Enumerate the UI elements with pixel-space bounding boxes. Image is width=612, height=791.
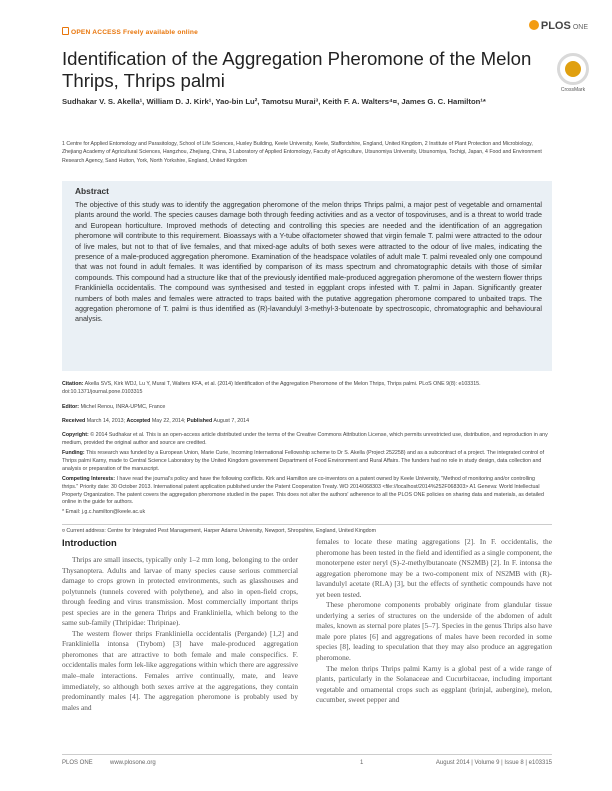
footer-divider — [62, 754, 552, 755]
divider — [62, 524, 552, 525]
author-list: Sudhakar V. S. Akella¹, William D. J. Kirk¹, Yao-bin Lu², Tamotsu Murai³, Keith F. A. Walters⁴¤, James G. C. Hamilton¹* — [62, 97, 486, 106]
page-number: 1 — [360, 760, 364, 766]
footer-citation: August 2014 | Volume 9 | Issue 8 | e103315 — [435, 760, 552, 766]
paragraph: The western flower thrips Frankliniella occidentalis (Pergande) [1,2] and Frankliniella intonsa (Trybom) [3] have male-produced aggregation pheromones that are attractive to both female and male conspecifics. F. occidentalis males form lek-like aggregations within which there are aggressive male–male interactions. Females arrive continually, mate, and leave immediately, so although both sexes arrive at the aggregations, they contain predominantly males [4]. The aggregation pheromone is probably used by males and — [62, 628, 298, 712]
competing-interests: Competing Interests: I have read the journal's policy and have the following conflicts. Kirk and Hamilton are co-inventors on a patent owned by Keele University, "Method of monitoring and/or controlling thrips." Priority date: 30 October 2013. International patent application published under the Patent Cooperation Treaty. WO 2014/068303 <file://localhost/2014%252F068303> A1 Geneva: World Intellectual Property Organization. The patent covers the aggregation pheromone studied in the paper. This does not alter the authors' adherence to all the PLOS ONE policies on sharing data and materials, as detailed online in the guide for authors. — [62, 476, 544, 506]
intro-heading: Introduction — [62, 537, 117, 548]
abstract-text: The objective of this study was to identify the aggregation pheromone of the melon thrips Thrips palmi, a major pest of vegetable and ornamental plants around the world. The species causes damage both through feeding activities and as a vector of tospoviruses, and is a threat to world trade and European horticulture. Improved methods of detecting and controlling this species are needed and the identification of an aggregation pheromone will contribute to this requirement. Bioassays with a Y-tube olfactometer showed that virgin female T. palmi were attracted to the odour of live males, but not to that of live females, and that mixed-age adults of both sexes were attracted to the odour of live males, indicating the presence of a male-produced aggregation pheromone. Examination of the headspace volatiles of adult male T. palmi revealed only one compound that was not found in adult females. It was identified by comparison of its mass spectrum and chromatographic details with those of similar compounds. This compound had a structure like that of the previously identified male-produced aggregation pheromone of the western flower thrips Frankliniella occidentalis. The compound was synthesised and tested in eggplant crops infested with T. palmi in Japan. Significantly greater numbers of both males and females were attracted to traps baited with the putative aggregation pheromone compared to unbaited traps. The aggregation pheromone of T. palmi is thus identified as (R)-lavandulyl 3-methyl-3-butenoate by spectroscopic, chromatographic and behavioural analysis. — [75, 201, 542, 324]
intro-left-column — [62, 555, 298, 713]
plos-one-logo[interactable]: PLOS ONE — [529, 20, 588, 32]
footer-journal: PLOS ONE — [62, 760, 93, 766]
paragraph: The melon thrips Thrips palmi Karny is a global pest of a wide range of plants, particularly in the Solanaceae and Cucurbitaceae, including important vegetable and ornamental crops such as eggplant (brinjal, aubergine), melon, cucumber, sweet pepper and — [316, 663, 552, 705]
abstract-heading: Abstract — [75, 186, 109, 196]
paragraph: These pheromone components probably originate from glandular tissue underlying a series of structures on the underside of the abdomen of adult males, known as sternal pore plates [5–7]. Species in the genus Thrips also have male pore plates [6] and aggregations of males have been recorded in some species [8], leading to speculation that they may also produce an aggregation pheromone. — [316, 600, 552, 663]
publication-dates: Received March 14, 2013; Accepted May 22, 2014; Published August 7, 2014 — [62, 418, 250, 424]
paragraph: Thrips are small insects, typically only 1–2 mm long, belonging to the order Thysanoptera. Adults and larvae of many species cause serious commercial damage to crops grown in protected environments, such as glasshouses and polytunnels (tunnels covered with polythene), and also in open-field crops, through feeding and virus transmission. Most commercially important thrips pest species are in the genera Thrips and Frankliniella, which belong to the same sub-family (Thripidae: Thripinae). — [62, 555, 298, 628]
plos-logo-icon — [529, 20, 539, 30]
editor: Editor: Michel Renou, INRA-UPMC, France — [62, 404, 166, 410]
open-access-banner: OPEN ACCESS Freely available online — [62, 27, 198, 36]
citation: Citation: Akella SVS, Kirk WDJ, Lu Y, Murai T, Walters KFA, et al. (2014) Identification of the Aggregation Pheromone of the Melon Thrips, Thrips palmi. PLoS ONE 9(8): e103315. doi:10.1371/journal.pone.0103315 — [62, 381, 481, 395]
corresponding-email[interactable]: * Email: j.g.c.hamilton@keele.ac.uk — [62, 509, 146, 515]
affiliations: 1 Centre for Applied Entomology and Parasitology, School of Life Sciences, Huxley Building, Keele University, Keele, Staffordshire, England, United Kingdom, 2 Institute of Plant Protection and Microbiology, Zhejiang Academy of Agricultural Sciences, Hangzhou, Zhejiang, China, 3 Laboratory of Applied Entomology, Faculty of Agriculture, Utsunomiya University, Utsunomiya, Tochigi, Japan, 4 Food and Environment Research Agency, Sand Hutton, York, North Yorkshire, England, United Kingdom — [62, 141, 542, 164]
crossmark-icon — [557, 53, 589, 85]
paragraph: females to locate these mating aggregations [2]. In F. occidentalis, the pheromone has been tested in the field and identified as a single component, the monoterpene ester neryl (S)-2-methylbutanoate (NS2MB) [2]. In F. intonsa the aggregation pheromone may be a two-component mix of NS2MB with (R)-lavandulyl acetate (RLA) [3], but the effects of synthetic compounds have not yet been tested. — [316, 537, 552, 599]
intro-right-column — [316, 537, 552, 706]
footer-url[interactable]: www.plosone.org — [110, 760, 156, 766]
current-address: ¤ Current address: Centre for Integrated Pest Management, Harper Adams University, Newport, Shropshire, England, United Kingdom — [62, 528, 377, 534]
funding: Funding: This research was funded by a European Union, Marie Curie, Incoming International Fellowship scheme to Dr S. Akella (Project 252258) and as a subcontract of a project. The integrated control of Thrips palmi Karny, made to Central Science Laboratory by the United Kingdom government Department of Food Environment and Rural Affairs. The funders had no role in study design, data collection and analysis or preparation of the manuscript. — [62, 450, 545, 472]
article-title: Identification of the Aggregation Pheromone of the Melon Thrips, Thrips palmi — [62, 48, 532, 91]
copyright: Copyright: © 2014 Sudhakar et al. This is an open-access article distributed under the terms of the Creative Commons Attribution License, which permits unrestricted use, distribution, and reproduction in any medium, provided the original author and source are credited. — [62, 432, 548, 446]
crossmark-badge[interactable]: CrossMark — [553, 53, 593, 99]
open-access-lock-icon — [62, 27, 69, 35]
